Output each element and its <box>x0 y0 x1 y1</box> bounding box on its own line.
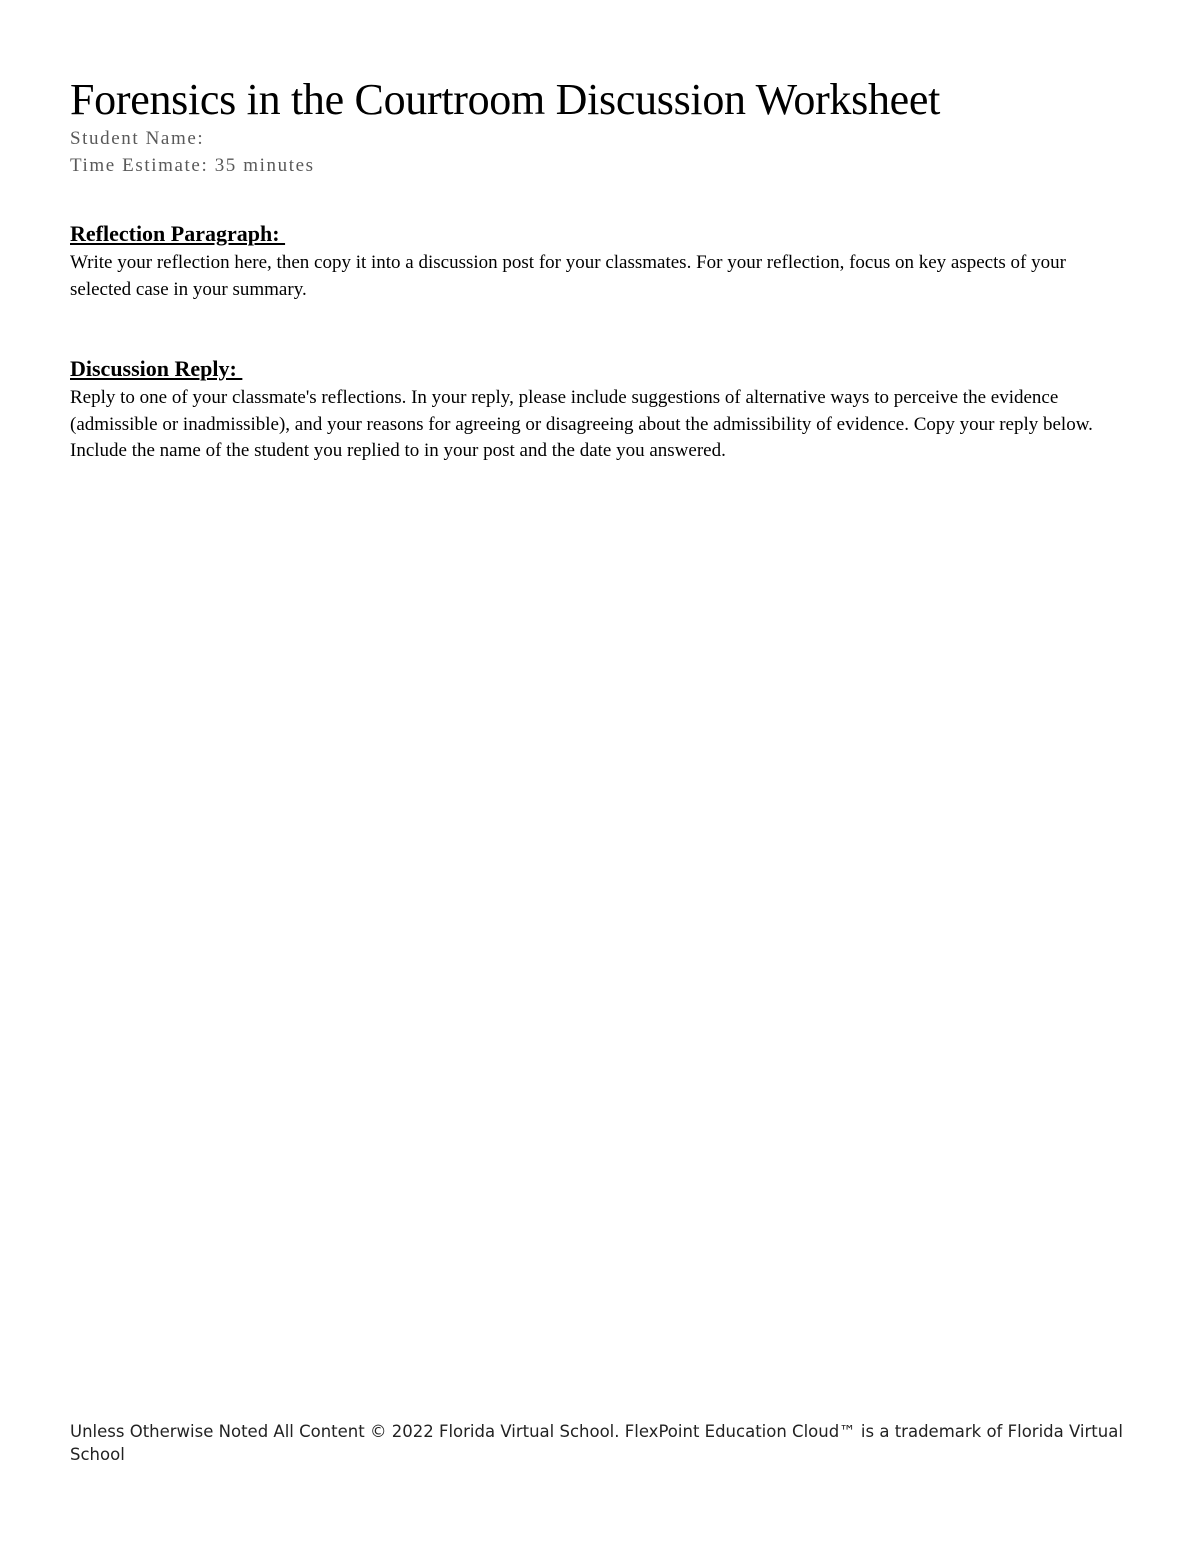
time-estimate: Time Estimate: 35 minutes <box>70 155 315 176</box>
reflection-heading: Reflection Paragraph: <box>70 221 286 246</box>
document-title: Forensics in the Courtroom Discussion Worksheet <box>70 75 941 124</box>
copyright-footer: Unless Otherwise Noted All Content © 2022 Florida Virtual School. FlexPoint Education Cloud™ is a trademark of Florida Virtual School <box>70 1422 1123 1464</box>
discussion-instructions: Reply to one of your classmate's reflections. In your reply, please include suggestions of alternative ways to perceive the evidence (admissible or inadmissible), and your reasons for agreeing or disagreeing about the admissibility of evidence. Copy your reply below. Include the name of the student you replied to in your post and the date you answered. <box>70 387 1093 461</box>
student-name-label: Student Name: <box>70 128 205 149</box>
reflection-instructions: Write your reflection here, then copy it into a discussion post for your classmates. For your reflection, focus on key aspects of your selected case in your summary. <box>70 252 1066 300</box>
discussion-heading: Discussion Reply: <box>70 356 243 381</box>
